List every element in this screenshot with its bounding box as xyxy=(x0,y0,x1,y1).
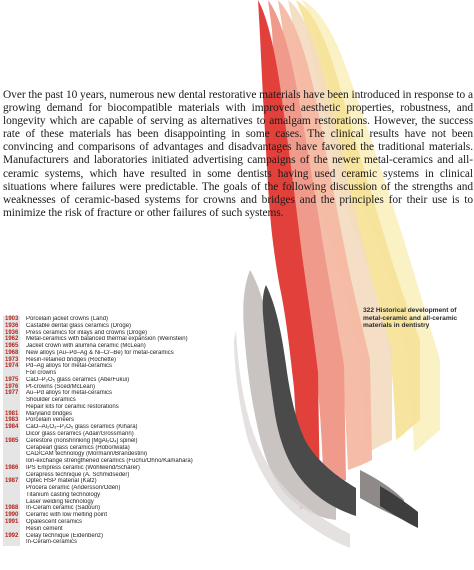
timeline-row xyxy=(3,350,228,357)
timeline-year: 1903 xyxy=(5,316,19,322)
timeline-event: Dicor glass ceramics (Adair/Grossmann) xyxy=(26,431,134,438)
intro-paragraph-text: Over the past 10 years, numerous new dental restorative materials have been introduced in response to a growing demand for biocompatible materials with improved aesthetic properties, robustness, and longevity which are capable of serving as alternatives to amalgam restorations. However, the success rate of these materials has been disappointing in some cases. The clinical results have not been convincing and comparisons of advantages and disadvantages have favored the traditional materials. Manufacturers and laboratories initiated advertising campaigns of the newer metal-ceramics and all-ceramic systems, which have resulted in some dentists having used ceramic systems in clinical situations where failures were predictable. The goals of the following discussion of the strengths and weaknesses of ceramic-based systems for crowns and bridges and the principles for their use is to minimize the risk of fracture or other failures of such systems. xyxy=(3,89,473,219)
timeline-row xyxy=(3,472,228,479)
timeline-table xyxy=(3,316,228,546)
timeline-event: Cerestore (nonshrinking [MgAl₂O₄] spinel) xyxy=(26,437,138,444)
timeline-row xyxy=(3,445,228,452)
timeline-year: 1991 xyxy=(5,518,19,525)
timeline-year: 1936 xyxy=(5,322,19,329)
timeline-year xyxy=(3,458,20,465)
timeline-year: 1968 xyxy=(5,349,19,356)
timeline-event: CaO–P₂O₅ glass ceramics (Abe/Fukui) xyxy=(26,376,130,383)
timeline-row xyxy=(3,519,228,526)
timeline-row xyxy=(3,316,228,323)
timeline-event: Press ceramics for inlays and crowns (Dröge) xyxy=(26,329,148,336)
timeline-row xyxy=(3,478,228,485)
timeline-year xyxy=(3,397,20,404)
timeline-event: Opalescent ceramics xyxy=(26,518,83,525)
timeline-row xyxy=(3,336,228,343)
timeline-event: Jacket crown with alumina ceramic (McLean) xyxy=(26,343,146,350)
timeline-row xyxy=(3,512,228,519)
figure-caption xyxy=(363,307,471,330)
timeline-event: Repair kits for ceramic restorations xyxy=(26,403,119,410)
timeline-year xyxy=(3,451,20,458)
timeline-year xyxy=(3,431,20,438)
timeline-row xyxy=(3,533,228,540)
timeline-event: Ceramic with low melting point xyxy=(26,512,108,519)
figure-caption-text: Historical development of metal-ceramic and all-ceramic materials in dentistry xyxy=(363,307,458,330)
timeline-row xyxy=(3,390,228,397)
timeline-event: CAD/CAM technology (Mörmann/Brandestini) xyxy=(26,451,148,458)
timeline-row xyxy=(3,343,228,350)
timeline-year: 1973 xyxy=(5,356,19,363)
timeline-event: Optec HSP material (Katz) xyxy=(26,478,97,485)
timeline-year: 1990 xyxy=(5,512,19,519)
intro-paragraph xyxy=(3,89,473,220)
timeline-event: Maryland bridges xyxy=(26,410,73,417)
timeline-year xyxy=(3,404,20,411)
timeline-row xyxy=(3,499,228,506)
timeline-row xyxy=(3,539,228,546)
timeline-year: 1981 xyxy=(5,410,19,417)
timeline-event: Laser welding technology xyxy=(26,498,94,505)
timeline-year xyxy=(3,445,20,452)
timeline-row xyxy=(3,458,228,465)
timeline-year: 1936 xyxy=(5,329,19,336)
timeline-row xyxy=(3,431,228,438)
timeline-row xyxy=(3,384,228,391)
timeline-row xyxy=(3,451,228,458)
timeline-event: Cerapress technique (A. Schmidseder) xyxy=(26,471,130,478)
timeline-row xyxy=(3,465,228,472)
timeline-event: Metal-ceramics with balanced thermal expansion (Weinstein) xyxy=(26,336,188,343)
timeline-event: Pt-crowns (Sced/McLean) xyxy=(26,383,96,390)
timeline-event: Procera ceramic (Andersson/Odén) xyxy=(26,485,121,492)
timeline-row xyxy=(3,438,228,445)
timeline-row xyxy=(3,323,228,330)
timeline-year: 1988 xyxy=(5,505,19,512)
timeline-event: Titanium casting technology xyxy=(26,491,101,498)
timeline-event: Castable dental glass ceramics (Dröge) xyxy=(26,322,132,329)
timeline-event: CaO–Al₂O₃–P₂O₅ glass ceramics (Kihara) xyxy=(26,424,138,431)
timeline-year xyxy=(3,370,20,377)
timeline-event: New alloys (Au–Pd–Ag & Ni–Cr–Be) for metal-ceramics xyxy=(26,349,174,356)
timeline-year: 1977 xyxy=(5,390,19,397)
timeline-row xyxy=(3,397,228,404)
timeline-row xyxy=(3,411,228,418)
timeline-row xyxy=(3,370,228,377)
timeline-event: Resin-retained bridges (Rochette) xyxy=(26,356,117,363)
timeline-event: Cerapearl glass ceramics (Hobo/Iwata) xyxy=(26,444,130,451)
timeline-event: Resin cement xyxy=(26,525,63,532)
timeline-year xyxy=(3,492,20,499)
timeline-row xyxy=(3,485,228,492)
timeline-row xyxy=(3,357,228,364)
timeline-event: Celay technique (Eidenbenz) xyxy=(26,532,104,539)
timeline-row xyxy=(3,505,228,512)
timeline-event: IPS Empress ceramic (Wohlwend/Schärer) xyxy=(26,464,140,471)
timeline-year xyxy=(3,499,20,506)
timeline-event: Foil crowns xyxy=(26,370,57,377)
timeline-event: Porcelain veneers xyxy=(26,417,75,424)
timeline-event: In-Ceram ceramic (Sadoun) xyxy=(26,505,101,512)
timeline-year: 1976 xyxy=(5,383,19,390)
figure-number: 322 xyxy=(363,307,375,314)
timeline-year: 1975 xyxy=(5,376,19,383)
timeline-row xyxy=(3,363,228,370)
timeline-event: Shoulder ceramics xyxy=(26,397,76,404)
timeline-event: Porcelain jacket crowns (Land) xyxy=(26,316,109,322)
timeline-event: In-Ceram-ceramics xyxy=(26,539,78,546)
timeline-year: 1984 xyxy=(5,424,19,431)
timeline-row xyxy=(3,404,228,411)
timeline-year: 1965 xyxy=(5,343,19,350)
timeline-year: 1974 xyxy=(5,363,19,370)
timeline-year: 1983 xyxy=(5,417,19,424)
timeline-row xyxy=(3,377,228,384)
timeline-row xyxy=(3,417,228,424)
timeline-event: Au–Pd alloys for metal-ceramics xyxy=(26,390,113,397)
timeline-year xyxy=(3,526,20,533)
timeline-year xyxy=(3,472,20,479)
timeline-row xyxy=(3,492,228,499)
timeline-year xyxy=(3,539,20,546)
dark-band-right xyxy=(380,486,418,528)
timeline-row xyxy=(3,526,228,533)
timeline-event: Ion-exchange strengthened ceramics (Fuchu/Ohno/Kamahara) xyxy=(26,458,193,465)
timeline-year: 1987 xyxy=(5,478,19,485)
timeline-row xyxy=(3,424,228,431)
timeline-year xyxy=(3,485,20,492)
timeline-event: Pd–Ag alloys for metal-ceramics xyxy=(26,363,113,370)
timeline-year: 1986 xyxy=(5,464,19,471)
timeline-row xyxy=(3,330,228,337)
timeline-year: 1992 xyxy=(5,532,19,539)
timeline-year: 1985 xyxy=(5,437,19,444)
timeline-year: 1962 xyxy=(5,336,19,343)
